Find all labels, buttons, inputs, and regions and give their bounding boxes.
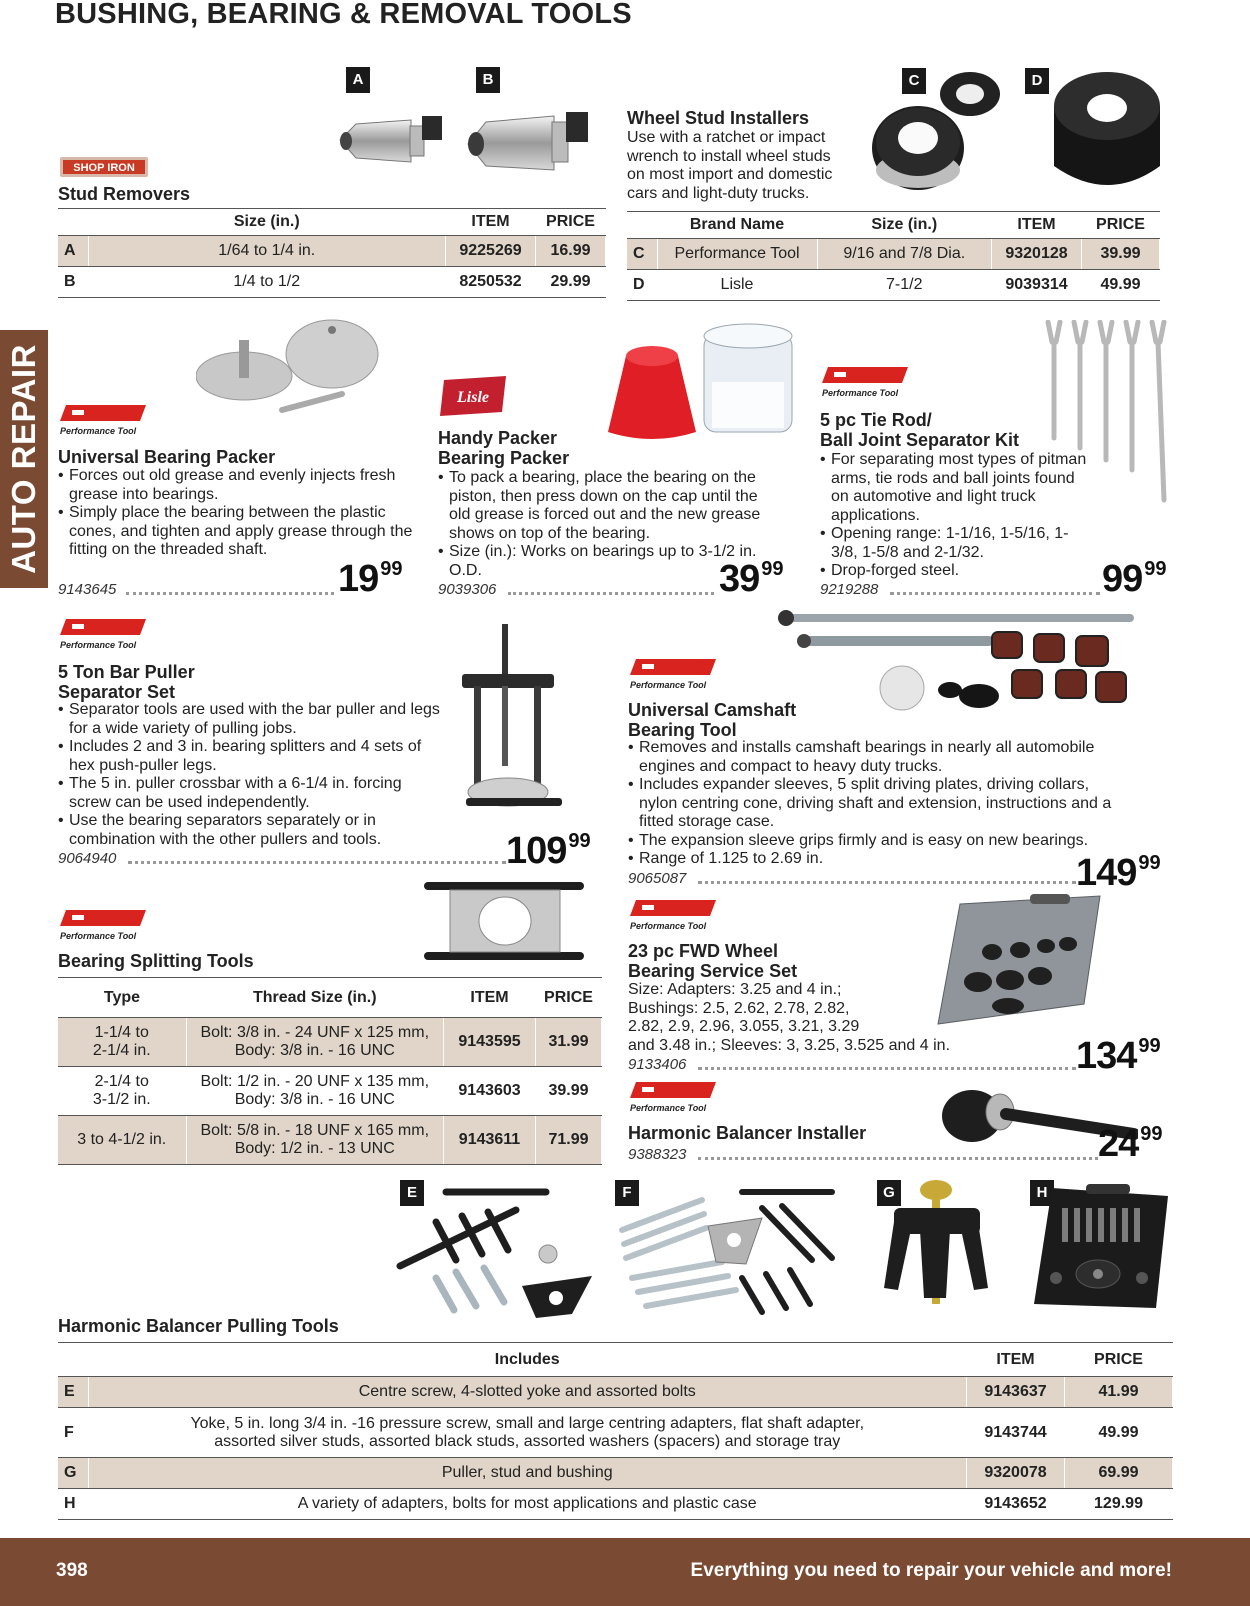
leader-dots: [126, 592, 334, 595]
tie-rod-sku: 9219288: [820, 581, 879, 598]
row-size: 1/64 to 1/4 in.: [88, 236, 446, 267]
camshaft-title: [628, 700, 796, 740]
price-dollars: 149: [1076, 852, 1137, 894]
title-line: Separator Set: [58, 682, 176, 702]
table-row: [58, 267, 606, 298]
price-dollars: 99: [1102, 558, 1143, 600]
row-key: G: [58, 1458, 88, 1489]
row-includes: [88, 1408, 967, 1458]
col-brand: Brand Name: [657, 212, 817, 239]
fwd-description: [628, 981, 950, 1055]
performance-tool-logo: [628, 1080, 718, 1114]
cell-line: Bolt: 1/2 in. - 20 UNF x 135 mm,: [200, 1073, 430, 1090]
price-cents: 99: [1140, 1123, 1163, 1145]
splitting-table: [58, 977, 602, 1165]
row-thread: [186, 1067, 444, 1116]
row-type: [58, 1067, 186, 1116]
harmonic-installer-price: [1098, 1123, 1163, 1166]
row-price: 39.99: [1082, 239, 1160, 270]
pulling-tools-table: [58, 1342, 1173, 1520]
price-cents: 99: [1138, 1035, 1161, 1057]
row-includes: Centre screw, 4-slotted yoke and assorted bolts: [88, 1377, 967, 1408]
row-price: 49.99: [1065, 1408, 1173, 1458]
col-item: ITEM: [967, 1343, 1065, 1377]
pt-logo-text: Performance Tool: [60, 931, 137, 941]
lisle-logo: [438, 374, 510, 418]
row-item: 9143744: [967, 1408, 1065, 1458]
title-line: 5 pc Tie Rod/: [820, 410, 932, 430]
bar-puller-bullets: [58, 701, 443, 849]
table-row: [58, 1408, 1173, 1458]
col-price: PRICE: [536, 978, 602, 1018]
desc-line: on most import and domestic: [627, 166, 833, 183]
bullet-item: • Removes and installs camshaft bearings in nearly all automobile engines and compact to heavy duty trucks.: [628, 739, 1118, 776]
desc-line: and 3.48 in.; Sleeves: 3, 3.25, 3.525 and 4 in.: [628, 1036, 951, 1054]
row-thread: [186, 1018, 444, 1067]
leader-dots: [128, 861, 506, 864]
leader-dots: [698, 1157, 1098, 1160]
row-price: 69.99: [1065, 1458, 1173, 1489]
col-item: ITEM: [446, 209, 536, 236]
universal-packer-price: [338, 558, 403, 601]
stud-removers-table: [58, 208, 606, 298]
bearing-splitter-image: [420, 870, 590, 970]
performance-tool-logo: [58, 617, 148, 651]
title-line: 5 Ton Bar Puller: [58, 662, 195, 682]
pulling-tool-h-image: [1028, 1178, 1174, 1324]
row-price: 29.99: [536, 267, 606, 298]
row-item: 9143652: [967, 1489, 1065, 1520]
row-includes: Puller, stud and bushing: [88, 1458, 967, 1489]
row-key: B: [58, 267, 88, 298]
table-row: [58, 236, 606, 267]
title-line: Bearing Tool: [628, 720, 737, 740]
stud-remover-b-image: [464, 108, 590, 178]
pt-logo-text: Performance Tool: [822, 388, 899, 398]
camshaft-price: [1076, 852, 1161, 895]
lisle-logo-text: Lisle: [457, 389, 489, 406]
col-size: Size (in.): [88, 209, 446, 236]
cell-line: assorted silver studs, assorted black studs, assorted washers (spacers) and storage tray: [214, 1432, 841, 1450]
cell-line: Bolt: 3/8 in. - 24 UNF x 125 mm,: [200, 1024, 430, 1041]
price-dollars: 24: [1098, 1123, 1139, 1165]
row-size: 1/4 to 1/2: [88, 267, 446, 298]
camshaft-bullets: [628, 739, 1118, 869]
table-row: [627, 239, 1160, 270]
bullet-item: • Includes expander sleeves, 5 split driving plates, driving collars, nylon centring cone, driving shaft and extension, instructions and a fitted storage case.: [628, 776, 1118, 832]
desc-line: wrench to install wheel studs: [627, 147, 831, 165]
bullet-item: • Opening range: 1-1/16, 1-5/16, 1-3/8, 1-5/8 and 2-1/32.: [820, 525, 1090, 562]
cell-line: Body: 3/8 in. - 16 UNC: [234, 1091, 395, 1108]
stud-remover-a-image: [336, 110, 446, 170]
price-dollars: 134: [1076, 1035, 1137, 1077]
harmonic-installer-sku: 9388323: [628, 1146, 687, 1163]
desc-line: Use with a ratchet or impact: [627, 129, 826, 146]
row-key: E: [58, 1377, 88, 1408]
pt-logo-text: Performance Tool: [630, 1103, 707, 1113]
row-item: 9143611: [444, 1116, 536, 1165]
price-cents: 99: [1138, 852, 1161, 874]
side-tab-label: AUTO REPAIR: [5, 344, 42, 574]
cell-line: 3-1/2 in.: [92, 1091, 151, 1108]
row-price: 31.99: [536, 1018, 602, 1067]
desc-line: cars and light-duty trucks.: [627, 184, 810, 202]
table-row: [627, 270, 1160, 301]
fwd-title: [628, 941, 797, 981]
row-size: 9/16 and 7/8 Dia.: [817, 239, 992, 270]
splitting-title: Bearing Splitting Tools: [58, 951, 254, 971]
leader-dots: [508, 592, 714, 595]
price-dollars: 39: [719, 558, 760, 600]
wheel-stud-description: [627, 129, 832, 203]
bar-puller-title: [58, 662, 195, 702]
price-cents: 99: [568, 830, 591, 852]
bullet-item: • For separating most types of pitman arms, tie rods and ball joints found on automotive and light truck applications.: [820, 451, 1090, 525]
row-includes: A variety of adapters, bolts for most applications and plastic case: [88, 1489, 967, 1520]
performance-tool-logo: [58, 403, 148, 437]
row-price: 129.99: [1065, 1489, 1173, 1520]
row-key: F: [58, 1408, 88, 1458]
row-key: D: [627, 270, 657, 301]
page-footer: [0, 1538, 1250, 1606]
wheel-stud-title: Wheel Stud Installers: [627, 108, 810, 128]
bar-puller-price: [506, 830, 591, 873]
table-row: [58, 1018, 602, 1067]
universal-packer-sku: 9143645: [58, 581, 117, 598]
price-cents: 99: [380, 558, 403, 580]
title-line: Ball Joint Separator Kit: [820, 430, 1020, 450]
bullet-item: • Use the bearing separators separately or in combination with the other pullers and tools.: [58, 812, 443, 849]
col-item: ITEM: [992, 212, 1082, 239]
table-row: [58, 1458, 1173, 1489]
performance-tool-logo: [58, 908, 148, 942]
pt-logo-text: Performance Tool: [60, 426, 137, 436]
badge-h: H: [1030, 1180, 1054, 1206]
bullet-item: • Simply place the bearing between the plastic cones, and tighten and apply grease through the fitting on the threaded shaft.: [58, 504, 418, 560]
bar-puller-sku: 9064940: [58, 850, 117, 867]
universal-bearing-packer-image: [196, 318, 381, 418]
title-line: Universal Camshaft: [628, 700, 797, 720]
pulling-tool-e-image: [396, 1182, 606, 1324]
shop-iron-logo-text: SHOP IRON: [73, 162, 135, 174]
pt-logo-text: Performance Tool: [630, 680, 707, 690]
leader-dots: [698, 881, 1076, 884]
desc-line: Bushings: 2.5, 2.62, 2.78, 2.82,: [628, 999, 850, 1017]
shop-iron-logo: [60, 157, 148, 177]
leader-dots: [890, 592, 1100, 595]
row-item: 9225269: [446, 236, 536, 267]
section-side-tab: [0, 330, 48, 588]
row-key: H: [58, 1489, 88, 1520]
row-key: C: [627, 239, 657, 270]
bullet-item: • The expansion sleeve grips firmly and is easy on new bearings.: [628, 832, 1118, 851]
wheel-stud-installer-d-image: [1048, 66, 1168, 206]
performance-tool-logo: [820, 365, 910, 399]
title-line: Bearing Packer: [438, 448, 570, 468]
bullet-item: • Range of 1.125 to 2.69 in.: [628, 850, 1118, 869]
tie-rod-bullets: [820, 451, 1090, 581]
fwd-price: [1076, 1035, 1161, 1078]
page-number: 398: [56, 1560, 88, 1581]
cell-line: Yoke, 5 in. long 3/4 in. -16 pressure screw, small and large centring adapters, flat shaft adapter,: [190, 1414, 865, 1432]
bullet-item: • The 5 in. puller crossbar with a 6-1/4 in. forcing screw can be used independently.: [58, 775, 443, 812]
row-item: 9320078: [967, 1458, 1065, 1489]
price-cents: 99: [1144, 558, 1167, 580]
handy-packer-title: [438, 428, 569, 468]
row-item: 9039314: [992, 270, 1082, 301]
col-price: PRICE: [1082, 212, 1160, 239]
pulling-tool-g-image: [880, 1178, 998, 1324]
handy-packer-image: [604, 322, 804, 440]
table-row: [58, 1489, 1173, 1520]
camshaft-sku: 9065087: [628, 870, 687, 887]
row-price: 16.99: [536, 236, 606, 267]
badge-e: E: [400, 1180, 424, 1206]
row-size: 7-1/2: [817, 270, 992, 301]
badge-b: B: [476, 67, 500, 93]
badge-c: C: [902, 68, 926, 94]
row-type: [58, 1116, 186, 1165]
price-dollars: 109: [506, 830, 567, 872]
badge-d: D: [1025, 68, 1049, 94]
table-row: [58, 1377, 1173, 1408]
page-title: BUSHING, BEARING & REMOVAL TOOLS: [55, 0, 632, 30]
cell-line: 2-1/4 in.: [92, 1042, 151, 1059]
title-line: 23 pc FWD Wheel: [628, 941, 779, 961]
footer-slogan: Everything you need to repair your vehicle and more!: [690, 1560, 1172, 1581]
wheel-stud-table: [627, 211, 1160, 301]
col-price: PRICE: [536, 209, 606, 236]
handy-packer-price: [719, 558, 784, 601]
bullet-item: • Forces out old grease and evenly injects fresh grease into bearings.: [58, 467, 418, 504]
cell-line: Bolt: 5/8 in. - 18 UNF x 165 mm,: [200, 1122, 430, 1139]
bullet-item: • Drop-forged steel.: [820, 562, 1090, 581]
harmonic-installer-title: Harmonic Balancer Installer: [628, 1123, 867, 1143]
fwd-sku: 9133406: [628, 1056, 687, 1073]
row-price: 71.99: [536, 1116, 602, 1165]
col-item: ITEM: [444, 978, 536, 1018]
row-brand: Performance Tool: [657, 239, 817, 270]
col-includes: Includes: [88, 1343, 967, 1377]
performance-tool-logo: [628, 657, 718, 691]
title-line: Handy Packer: [438, 428, 558, 448]
pt-logo-text: Performance Tool: [60, 640, 137, 650]
row-price: 39.99: [536, 1067, 602, 1116]
row-item: 9320128: [992, 239, 1082, 270]
stud-removers-title: Stud Removers: [58, 184, 191, 204]
badge-a: A: [346, 67, 370, 93]
bullet-item: • Separator tools are used with the bar puller and legs for a wide variety of pulling jobs.: [58, 701, 443, 738]
row-item: 9143595: [444, 1018, 536, 1067]
title-line: Bearing Service Set: [628, 961, 798, 981]
row-thread: [186, 1116, 444, 1165]
pt-logo-text: Performance Tool: [630, 921, 707, 931]
table-row: [58, 1067, 602, 1116]
universal-packer-title: Universal Bearing Packer: [58, 447, 276, 467]
row-key: A: [58, 236, 88, 267]
badge-f: F: [615, 1180, 639, 1206]
col-thread: Thread Size (in.): [186, 978, 444, 1018]
desc-line: 2.82, 2.9, 2.96, 3.055, 3.21, 3.29: [628, 1018, 860, 1035]
tie-rod-title: [820, 410, 1019, 450]
bullet-item: • To pack a bearing, place the bearing on the piston, then press down on the cap until the old grease is forced out and the new grease shows on top of the bearing.: [438, 469, 768, 543]
cell-line: 2-1/4 to: [94, 1073, 149, 1090]
row-brand: Lisle: [657, 270, 817, 301]
row-price: 49.99: [1082, 270, 1160, 301]
fwd-service-set-image: [934, 894, 1102, 1032]
col-size: Size (in.): [817, 212, 992, 239]
row-type: [58, 1018, 186, 1067]
bullet-item: • Includes 2 and 3 in. bearing splitters and 4 sets of hex push-puller legs.: [58, 738, 443, 775]
bullet-item: • Size (in.): Works on bearings up to 3-1/2 in. O.D.: [438, 543, 768, 580]
col-price: PRICE: [1065, 1343, 1173, 1377]
cell-line: Body: 3/8 in. - 16 UNC: [234, 1042, 395, 1059]
price-dollars: 19: [338, 558, 379, 600]
price-cents: 99: [761, 558, 784, 580]
pulling-tools-title: Harmonic Balancer Pulling Tools: [58, 1316, 339, 1336]
leader-dots: [698, 1067, 1076, 1070]
tie-rod-price: [1102, 558, 1167, 601]
row-item: 9143637: [967, 1377, 1065, 1408]
table-row: [58, 1116, 602, 1165]
pulling-tool-f-image: [612, 1178, 844, 1318]
camshaft-tool-image: [774, 608, 1144, 716]
badge-g: G: [877, 1180, 901, 1206]
bar-puller-image: [450, 622, 580, 822]
wheel-stud-installer-c-image: [870, 66, 1030, 206]
cell-line: 3 to 4-1/2 in.: [77, 1131, 167, 1148]
cell-line: 1-1/4 to: [94, 1024, 149, 1041]
cell-line: Body: 1/2 in. - 13 UNC: [234, 1140, 395, 1157]
handy-packer-sku: 9039306: [438, 581, 497, 598]
row-item: 9143603: [444, 1067, 536, 1116]
row-item: 8250532: [446, 267, 536, 298]
desc-line: Size: Adapters: 3.25 and 4 in.;: [628, 981, 842, 998]
row-price: 41.99: [1065, 1377, 1173, 1408]
universal-packer-bullets: [58, 467, 418, 560]
col-type: Type: [58, 978, 186, 1018]
performance-tool-logo: [628, 898, 718, 932]
